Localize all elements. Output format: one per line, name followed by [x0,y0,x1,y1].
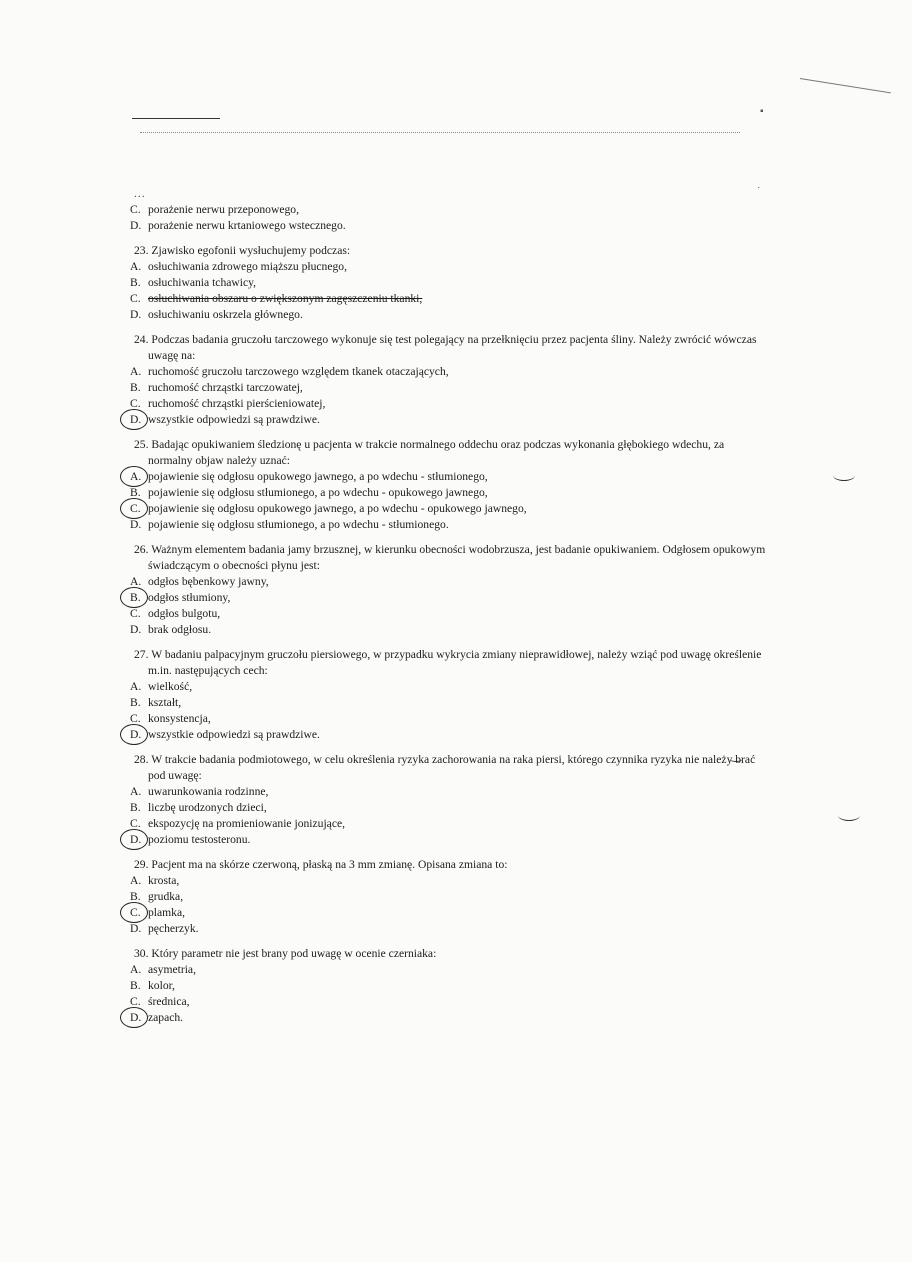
answer-option [118,622,768,638]
answer-option [118,396,768,412]
answer-option [118,711,768,727]
option-letter: B. [130,591,141,604]
answer-option [118,485,768,501]
question-item [118,243,768,323]
option-letter: C. [130,817,141,830]
option-letter: B. [130,696,141,709]
question-body: Pacjent ma na skórze czerwoną, płaską na 3 mm zmianę. Opisana zmiana to: [151,858,508,871]
option-text: odgłos bulgotu, [148,607,221,620]
question-item [118,332,768,428]
option-text: pojawienie się odgłosu opukowego jawnego, a po wdechu - opukowego jawnego, [148,502,527,515]
option-letter: C. [130,292,141,305]
option-letter: B. [130,801,141,814]
answer-option [118,517,768,533]
answer-option [118,695,768,711]
question-body: Podczas badania gruczołu tarczowego wykonuje się test polegający na przełknięciu przez pacjenta śliny. Należy zwrócić wówczas uwagę na: [148,333,757,362]
option-letter: C. [130,397,141,410]
option-letter: B. [130,486,141,499]
option-letter: C. [130,995,141,1008]
option-letter: C. [130,712,141,725]
option-letter: D. [130,219,142,232]
answer-option [118,259,768,275]
scan-corner-line [800,78,891,93]
option-text: osłuchiwania tchawicy, [148,276,257,289]
answer-option [118,412,768,428]
option-letter: D. [130,413,142,426]
answer-option [118,962,768,978]
option-letter: D. [130,518,142,531]
question-number: 27. [134,648,149,661]
answer-option [118,501,768,517]
question-text [134,542,768,574]
option-text: ekspozycję na promieniowanie jonizujące, [148,817,346,830]
option-text: zapach. [148,1011,184,1024]
answer-option [118,727,768,743]
answer-option [118,800,768,816]
answer-option [118,364,768,380]
option-text: poziomu testosteronu. [148,833,251,846]
question-body: Ważnym elementem badania jamy brzusznej, w kierunku obecności wodobrzusza, jest badanie opukiwaniem. Odgłosem opukowym świadczącym o obecności płynu jest: [148,543,766,572]
option-text: osłuchiwania zdrowego miąższu płucnego, [148,260,347,273]
question-item [118,857,768,937]
question-body: Zjawisko egofonii wysłuchujemy podczas: [151,244,351,257]
option-text: uwarunkowania rodzinne, [148,785,269,798]
option-text: konsystencja, [148,712,211,725]
question-number: 23. [134,244,149,257]
question-text [134,437,768,469]
answer-option [118,873,768,889]
option-letter: A. [130,785,142,798]
answer-option [118,816,768,832]
option-text: asymetria, [148,963,196,976]
option-letter: A. [130,680,142,693]
question-body: Który parametr nie jest brany pod uwagę w ocenie czerniaka: [151,947,437,960]
option-letter: D. [130,728,142,741]
question-item [118,647,768,743]
margin-mark [833,470,855,481]
option-letter: B. [130,979,141,992]
carryover-options [118,202,768,234]
option-letter: A. [130,470,142,483]
option-text: ruchomość gruczołu tarczowego względem tkanek otaczających, [148,365,449,378]
option-text: odgłos bębenkowy jawny, [148,575,269,588]
answer-option [118,275,768,291]
option-letter: D. [130,623,142,636]
answer-option [118,679,768,695]
answer-options [118,364,768,428]
option-text: brak odgłosu. [148,623,212,636]
option-text: plamka, [148,906,186,919]
answer-option [118,921,768,937]
question-text [134,752,768,784]
answer-option [118,978,768,994]
faded-header-line [140,132,740,133]
answer-options [118,679,768,743]
option-letter: A. [130,963,142,976]
answer-option [118,606,768,622]
question-body: W trakcie badania podmiotowego, w celu określenia ryzyka zachorowania na raka piersi, którego czynnika ryzyka nie należy brać pod uwagę: [148,753,756,782]
question-number: 26. [134,543,149,556]
option-text: porażenie nerwu przeponowego, [148,203,299,216]
answer-option [118,590,768,606]
header-rule [132,118,220,119]
option-text: wielkość, [148,680,193,693]
question-number: 24. [134,333,149,346]
option-letter: C. [130,906,141,919]
option-text: pęcherzyk. [148,922,199,935]
option-text: grudka, [148,890,184,903]
option-text: porażenie nerwu krtaniowego wstecznego. [148,219,346,232]
answer-option [118,291,768,307]
answer-option [118,905,768,921]
scan-speck: ˙ [757,186,761,197]
option-text: odgłos stłumiony, [148,591,231,604]
option-text: kolor, [148,979,175,992]
question-item [118,437,768,533]
question-item [118,752,768,848]
question-number: 30. [134,947,149,960]
option-text: krosta, [148,874,180,887]
answer-option [118,307,768,323]
option-text: ruchomość chrząstki pierścieniowatej, [148,397,326,410]
question-text [134,332,768,364]
option-letter: D. [130,308,142,321]
answer-option [118,1010,768,1026]
answer-options [118,259,768,323]
answer-option [118,574,768,590]
answer-options [118,784,768,848]
question-item [118,542,768,638]
question-text [134,647,768,679]
answer-options [118,873,768,937]
answer-option [118,218,768,234]
option-letter: B. [130,276,141,289]
question-number: 25. [134,438,149,451]
option-text: osłuchiwaniu oskrzela głównego. [148,308,303,321]
option-letter: B. [130,890,141,903]
option-letter: C. [130,502,141,515]
answer-option [118,380,768,396]
answer-option [118,832,768,848]
answer-options [118,574,768,638]
answer-option [118,889,768,905]
question-body: Badając opukiwaniem śledzionę u pacjenta w trakcie normalnego oddechu oraz podczas wykonania głębokiego wdechu, za normalny objaw należy uznać: [148,438,725,467]
margin-mark [838,810,860,821]
option-text: wszystkie odpowiedzi są prawdziwe. [148,413,320,426]
question-list [118,243,768,1026]
option-letter: A. [130,365,142,378]
option-letter: C. [130,203,141,216]
option-text: pojawienie się odgłosu stłumionego, a po wdechu - opukowego jawnego, [148,486,488,499]
answer-option [118,469,768,485]
option-letter: D. [130,1011,142,1024]
answer-option [118,994,768,1010]
answer-option [118,784,768,800]
question-text [134,857,768,873]
question-text [134,946,768,962]
option-text: średnica, [148,995,190,1008]
question-item [118,946,768,1026]
answer-options [118,962,768,1026]
option-text: liczbę urodzonych dzieci, [148,801,267,814]
answer-options [118,469,768,533]
option-text: pojawienie się odgłosu stłumionego, a po wdechu - stłumionego. [148,518,449,531]
option-letter: B. [130,381,141,394]
question-sheet [118,186,768,1026]
cut-off-text-fragment: ... [134,187,146,200]
question-number: 29. [134,858,149,871]
answer-option [118,202,768,218]
option-letter: D. [130,833,142,846]
option-text: osłuchiwania obszaru o zwiększonym zagęszczeniu tkanki, [148,292,423,305]
option-text: ruchomość chrząstki tarczowatej, [148,381,303,394]
option-letter: A. [130,575,142,588]
scan-speck: ▪ [760,106,764,117]
option-letter: C. [130,607,141,620]
option-letter: D. [130,922,142,935]
option-letter: A. [130,260,142,273]
question-text [134,243,768,259]
option-text: pojawienie się odgłosu opukowego jawnego, a po wdechu - stłumionego, [148,470,488,483]
question-number: 28. [134,753,149,766]
option-text: wszystkie odpowiedzi są prawdziwe. [148,728,320,741]
question-body: W badaniu palpacyjnym gruczołu piersiowego, w przypadku wykrycia zmiany nieprawidłowej, należy wziąć pod uwagę określenie m.in. następujących cech: [148,648,762,677]
option-letter: A. [130,874,142,887]
option-text: kształt, [148,696,182,709]
